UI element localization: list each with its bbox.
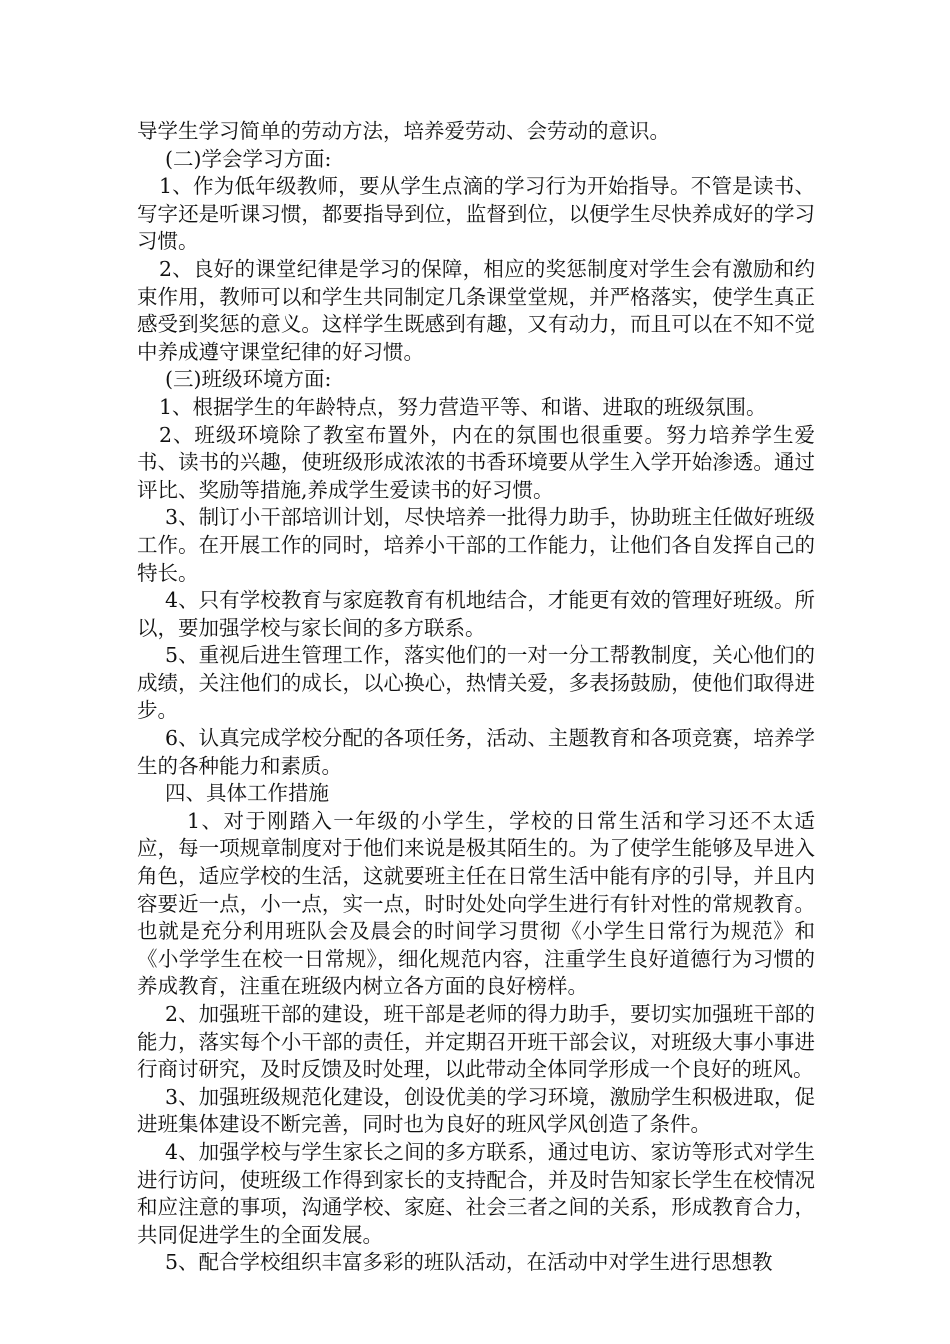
paragraph-env-1: 1、根据学生的年龄特点，努力营造平等、和谐、进取的班级氛围。 bbox=[159, 394, 767, 419]
paragraph-measure-4: 4、加强学校与学生家长之间的多方联系，通过电访、家访等形式对学生进行访问，使班级工作得到家长的支持配合，并及时告知家长学生在校情况和应注意的事项，沟通学校、家庭、社会三者之间的关系，形成教育合力，共同促进学生的全面发展。 bbox=[137, 1139, 815, 1247]
paragraph-study-1: 1、作为低年级教师，要从学生点滴的学习行为开始指导。不管是读书、写字还是听课习惯，都要指导到位，监督到位，以便学生尽快养成好的学习习惯。 bbox=[137, 174, 815, 254]
paragraph-measure-1: 1、对于刚踏入一年级的小学生，学校的日常生活和学习还不太适应，每一项规章制度对于他们来说是极其陌生的。为了使学生能够及早进入角色，适应学校的生活，这就要班主任在日常生活中能有序的引导，并且内容要近一点，小一点，实一点，时时处处向学生进行有针对性的常规教育。也就是充分利用班队会及晨会的时间学习贯彻《小学生日常行为规范》和《小学学生在校一日常规》，细化规范内容，注重学生良好道德行为习惯的养成教育，注重在班级内树立各方面的良好榜样。 bbox=[137, 808, 815, 999]
paragraph-measure-5: 5、配合学校组织丰富多彩的班队活动，在活动中对学生进行思想教 bbox=[165, 1250, 773, 1275]
paragraph-study-2: 2、良好的课堂纪律是学习的保障，相应的奖惩制度对学生会有激励和约束作用，教师可以和学生共同制定几条课堂堂规，并严格落实，使学生真正感受到奖惩的意义。这样学生既感到有趣，又有动力，而且可以在不知不觉中养成遵守课堂纪律的好习惯。 bbox=[137, 256, 815, 364]
paragraph-env-5: 5、重视后进生管理工作，落实他们的一对一分工帮教制度，关心他们的成绩，关注他们的成长，以心换心，热情关爱，多表扬鼓励，使他们取得进步。 bbox=[137, 643, 815, 723]
section-heading-study: (二)学会学习方面: bbox=[165, 146, 332, 171]
document-page bbox=[137, 118, 815, 1277]
section-heading-measures: 四、具体工作措施 bbox=[165, 781, 329, 806]
paragraph-measure-2: 2、加强班干部的建设，班干部是老师的得力助手，要切实加强班干部的能力，落实每个小干部的责任，并定期召开班干部会议，对班级大事小事进行商讨研究，及时反馈及时处理，以此带动全体同学形成一个良好的班风。 bbox=[137, 1002, 815, 1082]
section-heading-environment: (三)班级环境方面: bbox=[165, 367, 332, 392]
paragraph-env-3: 3、制订小干部培训计划，尽快培养一批得力助手，协助班主任做好班级工作。在开展工作的同时，培养小干部的工作能力，让他们各自发挥自己的特长。 bbox=[137, 505, 815, 585]
paragraph-1: 导学生学习简单的劳动方法，培养爱劳动、会劳动的意识。 bbox=[137, 119, 670, 143]
paragraph-env-4: 4、只有学校教育与家庭教育有机地结合，才能更有效的管理好班级。所以，要加强学校与家长间的多方联系。 bbox=[137, 588, 815, 640]
paragraph-measure-3: 3、加强班级规范化建设，创设优美的学习环境，激励学生积极进取，促进班集体建设不断完善，同时也为良好的班风学风创造了条件。 bbox=[137, 1084, 815, 1137]
paragraph-env-6: 6、认真完成学校分配的各项任务，活动、主题教育和各项竞赛，培养学生的各种能力和素质。 bbox=[137, 726, 815, 778]
paragraph-env-2: 2、班级环境除了教室布置外，内在的氛围也很重要。努力培养学生爱书、读书的兴趣，使班级形成浓浓的书香环境要从学生入学开始渗透。通过评比、奖励等措施,养成学生爱读书的好习惯。 bbox=[137, 422, 815, 502]
